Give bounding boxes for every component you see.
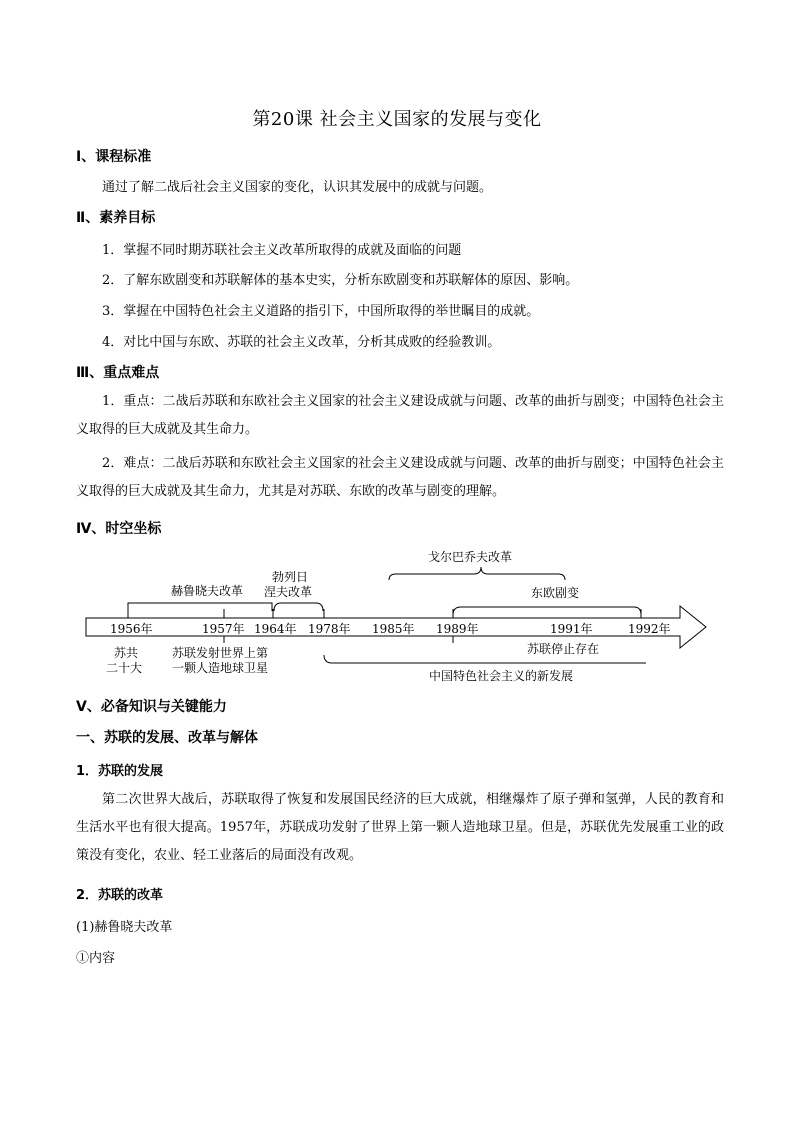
label-ussr-end: 苏联停止存在: [527, 642, 600, 656]
goal-item: 2．了解东欧剧变和苏联解体的基本史实，分析东欧剧变和苏联解体的原因、影响。: [102, 273, 579, 288]
bracket-gorbachev: [389, 567, 565, 580]
goal-item: 1．掌握不同时期苏联社会主义改革所取得的成就及面临的问题: [102, 243, 462, 258]
bracket-china: [324, 655, 646, 663]
year-label: 1985年: [372, 622, 415, 636]
reform-item-content: ①内容: [76, 951, 116, 966]
year-label: 1992年: [628, 622, 671, 636]
subheading-development: 1．苏联的发展: [76, 764, 164, 779]
year-label: 1957年: [202, 622, 245, 636]
section-heading-knowledge: Ⅴ、必备知识与关键能力: [76, 699, 227, 715]
label-gorbachev: 戈尔巴乔夫改革: [428, 550, 513, 564]
bracket-khrushchev: [128, 603, 272, 611]
key-point-paragraph: 1．重点：二战后苏联和东欧社会主义国家的社会主义建设成就与问题、改革的曲折与剧变；中国特色社会主义取得的巨大成就及其生命力。: [76, 394, 724, 437]
label-cpsu-1: 苏共: [114, 646, 139, 660]
year-label: 1989年: [436, 622, 479, 636]
goal-item: 4．对比中国与东欧、苏联的社会主义改革，分析其成败的经验教训。: [102, 335, 501, 350]
section-heading-goals: Ⅱ、素养目标: [76, 210, 156, 226]
curriculum-text: 通过了解二战后社会主义国家的变化，认识其发展中的成就与问题。: [102, 180, 493, 195]
label-brezhnev-2: 涅夫改革: [264, 585, 313, 599]
goal-item: 3．掌握在中国特色社会主义道路的指引下，中国所取得的举世瞩目的成就。: [102, 304, 540, 319]
difficulty-paragraph: 2．难点：二战后苏联和东欧社会主义国家的社会主义建设成就与问题、改革的曲折与剧变；中国特色社会主义取得的巨大成就及其生命力，尤其是对苏联、东欧的改革与剧变的理解。: [76, 456, 724, 499]
label-brezhnev-1: 勃列日: [272, 570, 309, 584]
label-eastern-europe: 东欧剧变: [531, 586, 580, 600]
year-label: 1964年: [254, 622, 297, 636]
bracket-eastern-europe: [453, 607, 641, 615]
section-heading-curriculum: Ⅰ、课程标准: [76, 149, 152, 165]
subheading-reform: 2．苏联的改革: [76, 888, 164, 903]
year-label: 1956年: [110, 622, 153, 636]
development-paragraph: 第二次世界大战后，苏联取得了恢复和发展国民经济的巨大成就，相继爆炸了原子弹和氢弹，人民的教育和生活水平也有很大提高。1957年，苏联成功发射了世界上第一颗人造地球卫星。但是，苏联优先发展重工业的政策没有变化，农业、轻工业落后的局面没有改观。: [76, 792, 724, 863]
label-satellite-1: 苏联发射世界上第: [172, 646, 269, 660]
section-heading-key-points: Ⅲ、重点难点: [76, 365, 160, 381]
label-satellite-2: 一颗人造地球卫星: [172, 661, 269, 675]
part-heading: 一、苏联的发展、改革与解体: [76, 730, 258, 746]
label-china: 中国特色社会主义的新发展: [429, 669, 574, 683]
timeline-diagram: [76, 545, 726, 685]
bracket-brezhnev: [274, 603, 323, 611]
label-khrushchev: 赫鲁晓夫改革: [171, 584, 244, 598]
year-label: 1978年: [308, 622, 351, 636]
reform-item-khrushchev: (1)赫鲁晓夫改革: [76, 920, 173, 935]
label-cpsu-2: 二十大: [106, 661, 143, 675]
section-heading-timeline: Ⅳ、时空坐标: [76, 521, 162, 537]
lesson-title: 第20课 社会主义国家的发展与变化: [252, 109, 542, 130]
year-label: 1991年: [550, 622, 593, 636]
